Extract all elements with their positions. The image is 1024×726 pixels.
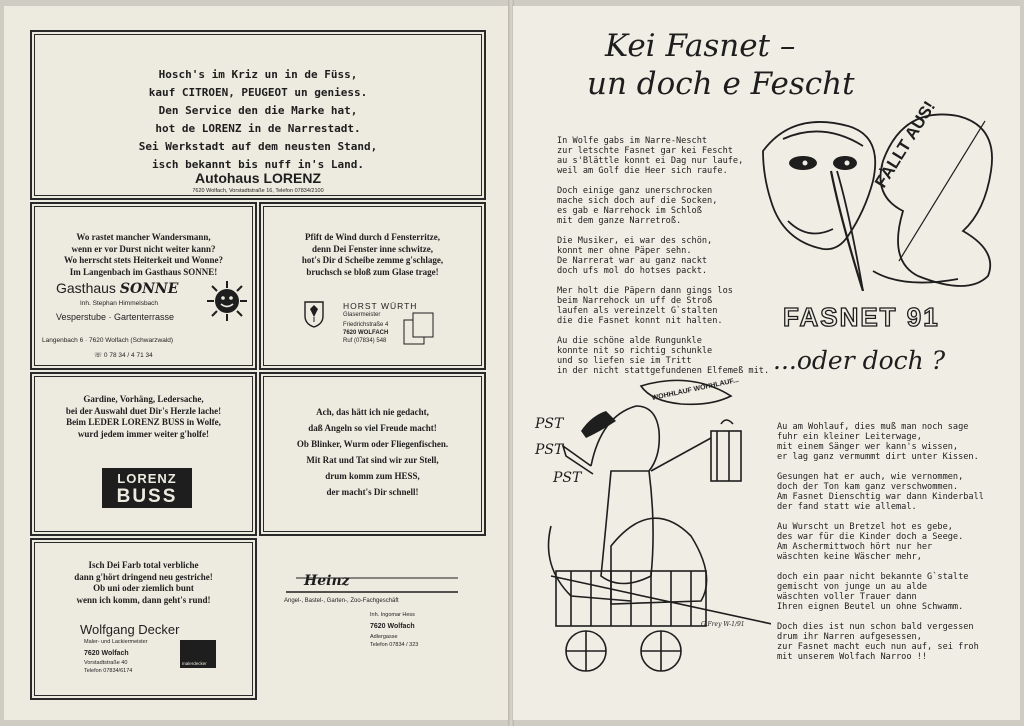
poem-line: Gesungen hat er auch, wie vernommen, bbox=[777, 472, 964, 482]
poem-line: Doch einige ganz unerschrocken bbox=[557, 186, 713, 196]
ad-poem bbox=[32, 394, 255, 440]
poem-line: weil am Golf die Heer sich raufe. bbox=[557, 166, 728, 176]
logo-bottom: BUSS bbox=[116, 486, 178, 507]
crest-icon bbox=[303, 300, 325, 328]
ad-poem bbox=[32, 66, 484, 174]
poem-line: hot de LORENZ in de Narrestadt. bbox=[155, 122, 361, 135]
artist-signature: G.Frey W-1/91 bbox=[701, 621, 745, 628]
poem-line: die die Fasnet konnt nit halten. bbox=[557, 316, 723, 326]
poem-line: fuhr ein kleiner Leiterwage, bbox=[777, 432, 922, 442]
poem-line: in der nicht stattgefundenen Elfemeß mit. bbox=[557, 366, 770, 376]
cart-illustration bbox=[531, 376, 771, 676]
name-script: SONNE bbox=[119, 281, 179, 297]
poem-line: Gardine, Vorhäng, Ledersache, bbox=[83, 394, 204, 404]
poem-line bbox=[777, 512, 984, 522]
poem-line bbox=[777, 462, 984, 472]
street: Adlergasse bbox=[370, 634, 398, 640]
pst-text: PST bbox=[535, 442, 564, 458]
profession: Maler- und Lackiermeister bbox=[84, 639, 148, 645]
phone: Telefon 07834 / 323 bbox=[370, 642, 419, 648]
poem-line: laufen als vereinzelt G`stalten bbox=[557, 306, 718, 316]
subtitle: Vesperstube · Gartenterrasse bbox=[56, 312, 175, 322]
tagline: Angel-, Bastel-, Garten-, Zoo-Fachgeschäft bbox=[284, 598, 399, 604]
poem-line: wenn er vor Durst nicht weiter kann? bbox=[71, 243, 216, 254]
company-name bbox=[56, 280, 178, 297]
lorenz-buss-logo bbox=[102, 468, 192, 508]
poem-line: De Narrerat war au ganz nackt bbox=[557, 256, 708, 266]
right-page bbox=[513, 6, 1020, 720]
ad-wolfgang-decker bbox=[30, 538, 257, 700]
ad-hess-poem bbox=[259, 372, 486, 536]
company-name: Autohaus LORENZ bbox=[195, 170, 321, 186]
street: Friedrichstraße 4 bbox=[343, 322, 389, 328]
poem-line: isch bekannt bis nuff in's Land. bbox=[152, 158, 364, 171]
poem-line: doch ein paar nicht bekannte G`stalte bbox=[777, 572, 969, 582]
poem-line: hot's Dir d Scheibe zemme g'schlage, bbox=[301, 255, 444, 265]
logo-text: malerdecker bbox=[182, 661, 207, 666]
phone: ☏ 0 78 34 / 4 71 34 bbox=[94, 352, 153, 359]
poem-line bbox=[777, 612, 984, 622]
poem-line: er lag ganz vermummt dirt unter Kissen. bbox=[777, 452, 979, 462]
poem-line: wurd jedem immer weiter g'holfe! bbox=[77, 428, 210, 439]
poem-line: Ach, das hätt ich nie gedacht, bbox=[316, 407, 429, 417]
poem-line: Mit Rat und Tat sind wir zur Stell, bbox=[306, 455, 439, 465]
poem-line bbox=[557, 176, 769, 186]
poem-line: Mer holt die Päpern dann gings los bbox=[557, 286, 733, 296]
sun-icon bbox=[206, 280, 248, 322]
owner: Inh. Ingomar Hess bbox=[370, 612, 415, 618]
page-title-line-2: un doch e Fescht bbox=[587, 66, 855, 102]
poem-line: Ihren eignen Beutel un ohne Schwamm. bbox=[777, 602, 964, 612]
pst-text: PST bbox=[553, 470, 582, 486]
poem-line: Den Service den die Marke hat, bbox=[158, 104, 358, 117]
city: 7620 WOLFACH bbox=[343, 330, 389, 336]
poem-line: Am Aschermittwoch hört nur her bbox=[777, 542, 933, 552]
malerdecker-logo bbox=[180, 640, 216, 668]
poem-line: Am Fasnet Dienschtig war dann Kinderball bbox=[777, 492, 984, 502]
poem-line bbox=[557, 226, 769, 236]
poem-line: mit dem ganze Narretroß. bbox=[557, 216, 682, 226]
poem-second bbox=[777, 422, 984, 662]
ad-poem bbox=[32, 232, 255, 278]
poem-line: kauf CITROEN, PEUGEOT un geniess. bbox=[148, 86, 368, 99]
owner: Inh. Stephan Himmelsbach bbox=[80, 300, 159, 307]
poem-line: doch der Ton kam ganz verschwommen. bbox=[777, 482, 959, 492]
poem-line: wäschten keine Wäscher mehr, bbox=[777, 552, 922, 562]
poem-line: des war für die Kinder doch a Seege. bbox=[777, 532, 964, 542]
poem-line: au s'Blättle konnt ei Dag nur laufe, bbox=[557, 156, 744, 166]
ad-lorenz-buss bbox=[30, 372, 257, 536]
pst-text: PST bbox=[535, 416, 564, 432]
poem-line: Ob uni oder ziemlich bunt bbox=[93, 583, 194, 593]
poem-line: Au die schöne alde Rungunkle bbox=[557, 336, 702, 346]
poem-line: Wo herrscht stets Heiterkeit und Wonne? bbox=[63, 255, 224, 265]
poem-line: Doch dies ist nun schon bald vergessen bbox=[777, 622, 974, 632]
poem-line: Au Wurscht un Bretzel hot es gebe, bbox=[777, 522, 953, 532]
oder-doch-heading: ...oder doch ? bbox=[773, 346, 946, 375]
faellt-aus-stamp: FÄLLT AUS! bbox=[871, 97, 940, 192]
poem-line: Au am Wohlauf, dies muß man noch sage bbox=[777, 422, 969, 432]
jester-mask-illustration bbox=[753, 97, 1003, 291]
profession: Glasermeister bbox=[343, 312, 381, 318]
poem-line: Beim LEDER LORENZ BUSS in Wolfe, bbox=[66, 417, 221, 427]
poem-line: Wo rastet mancher Wandersmann, bbox=[76, 232, 211, 242]
city: 7620 Wolfach bbox=[370, 623, 415, 630]
poem-line: Sei Werkstadt auf dem neusten Stand, bbox=[138, 140, 378, 153]
poem-line: mit unserem Wolfach Narroo !! bbox=[777, 652, 928, 662]
poem-line: denn Dei Fenster inne schwitze, bbox=[311, 243, 434, 254]
poem-line: wäschten voller Trauer dann bbox=[777, 592, 917, 602]
company-name: Wolfgang Decker bbox=[80, 622, 180, 637]
logo-top: LORENZ bbox=[117, 471, 177, 486]
poem-line: zur letschte Fasnet gar kei Fescht bbox=[557, 146, 733, 156]
ad-horst-wuerth bbox=[259, 202, 486, 370]
ad-poem bbox=[261, 404, 484, 500]
poem-first bbox=[557, 136, 769, 376]
logo-text: Heinz bbox=[304, 573, 350, 589]
page-title-line-1: Kei Fasnet – bbox=[605, 28, 796, 64]
poem-line bbox=[777, 562, 984, 572]
poem-line: Hosch's im Kriz un in de Füss, bbox=[158, 68, 358, 81]
poem-line: Ob Blinker, Wurm oder Fliegenfischen. bbox=[296, 439, 449, 449]
poem-line bbox=[557, 276, 769, 286]
poem-line: In Wolfe gabs im Narre-Nescht bbox=[557, 136, 708, 146]
poem-line: konnte nit so richtig schunkle bbox=[557, 346, 713, 356]
ad-poem bbox=[261, 232, 484, 278]
poem-line: Pfift de Wind durch d Fensterritze, bbox=[305, 232, 440, 242]
poem-line: und so liefen sie im Tritt bbox=[557, 356, 692, 366]
name-prefix: Gasthaus bbox=[56, 280, 120, 296]
company-address: 7620 Wolfach, Vorstadtstraße 16, Telefon 07834/2100 bbox=[192, 188, 324, 194]
poem-line: drum komm zum HESS, bbox=[325, 471, 420, 481]
ad-hess-card bbox=[272, 566, 486, 676]
address: Langenbach 6 · 7620 Wolfach (Schwarzwald) bbox=[42, 337, 174, 344]
left-page bbox=[4, 6, 509, 720]
window-pane-icon bbox=[403, 312, 435, 346]
ad-gasthaus-sonne bbox=[30, 202, 257, 370]
poem-line: bei der Auswahl duet Dir's Herzle lache! bbox=[65, 405, 222, 416]
poem-line: wenn ich komm, dann geht's rund! bbox=[76, 594, 211, 605]
poem-line: drum ihr Narren aufgesessen, bbox=[777, 632, 922, 642]
poem-line: es gab e Narrehock im Schloß bbox=[557, 206, 702, 216]
poem-line: daß Angeln so viel Freude macht! bbox=[308, 423, 437, 433]
poem-line: beim Narrehock un uff de Stroß bbox=[557, 296, 713, 306]
phone: Ruf (07834) 548 bbox=[343, 338, 387, 344]
poem-line: der macht's Dir schnell! bbox=[326, 487, 419, 497]
speech-bubble-text: WOHHLAUF WOHHLAUF... bbox=[651, 376, 740, 403]
poem-line: dann g'hört dringend neu gestriche! bbox=[74, 571, 213, 582]
fasnet-91-heading: FASNET 91 bbox=[783, 302, 940, 332]
phone: Telefon 07834/6174 bbox=[84, 668, 133, 674]
ad-poem bbox=[32, 560, 255, 606]
poem-line: konnt mer ohne Päper sehn. bbox=[557, 246, 692, 256]
poem-line bbox=[557, 326, 769, 336]
poem-line: der fand statt wie allemal. bbox=[777, 502, 917, 512]
poem-line: Die Musiker, ei war des schön, bbox=[557, 236, 713, 246]
city: 7620 Wolfach bbox=[84, 650, 129, 657]
poem-line: gemischt von junge un au alde bbox=[777, 582, 928, 592]
poem-line: mit einem Sänger wer kann's wissen, bbox=[777, 442, 959, 452]
poem-line: Isch Dei Farb total verbliche bbox=[88, 560, 199, 570]
poem-line: Im Langenbach im Gasthaus SONNE! bbox=[69, 266, 218, 277]
poem-line: doch ufs mol do hotses packt. bbox=[557, 266, 708, 276]
company-name: HORST WÜRTH bbox=[343, 301, 418, 311]
poem-line: bruchsch se bloß zum Glase trage! bbox=[306, 266, 439, 277]
poem-line: mache sich doch auf die Socken, bbox=[557, 196, 718, 206]
ad-autohaus-lorenz bbox=[30, 30, 486, 200]
street: Vorstadtstraße 40 bbox=[84, 660, 128, 666]
heinz-logo bbox=[286, 574, 458, 594]
poem-line: zur Fasnet macht euch nun auf, sei froh bbox=[777, 642, 979, 652]
